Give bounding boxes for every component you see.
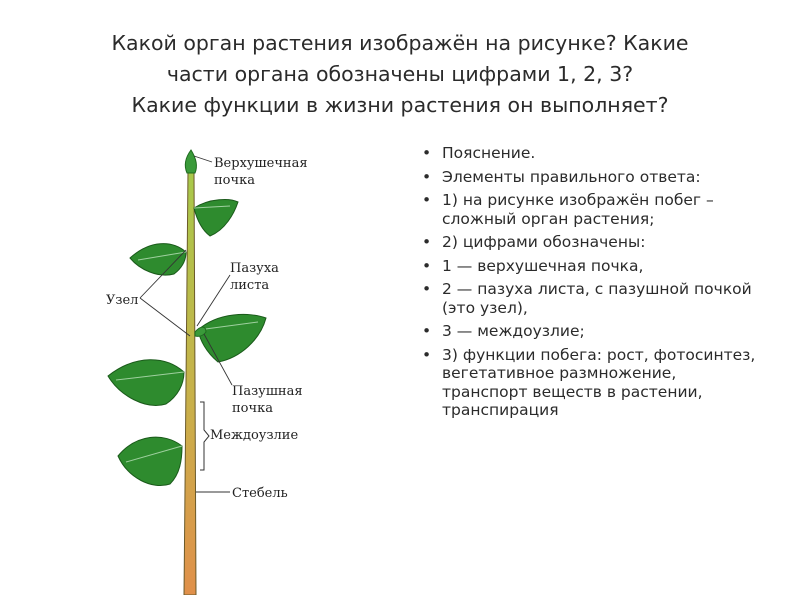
answer-list (418, 144, 763, 425)
internode-bracket (200, 402, 209, 470)
bullet-item: • Элементы правильного ответа: (418, 168, 763, 187)
bullet-item: • 3) функции побега: рост, фотосинтез, вегетативное размножение, транспорт веществ в растении, транспирация (418, 346, 763, 420)
title-line-2: части органа обозначены цифрами 1, 2, 3? (166, 62, 634, 86)
bullet-item: • 2 — пазуха листа, с пазушной почкой (это узел), (418, 280, 763, 317)
pointer-node-2 (140, 298, 190, 336)
bullet-item: • 1) на рисунке изображён побег – сложный орган растения; (418, 191, 763, 228)
bullet-item: • 1 — верхушечная почка, (418, 257, 763, 276)
leaf-upper-right (194, 200, 238, 236)
title-line-3: Какие функции в жизни растения он выполняет? (131, 93, 669, 117)
label-apical-bud-2: почка (214, 173, 255, 188)
bullet-item: • Пояснение. (418, 144, 763, 163)
title-line-1: Какой орган растения изображён на рисунке? Какие (111, 31, 689, 55)
label-axillary-bud-2: почка (232, 401, 273, 416)
label-stem: Стебель (232, 486, 288, 501)
bullet-item: • 3 — междоузлие; (418, 322, 763, 341)
label-internode: Междоузлие (210, 428, 299, 443)
label-node: Узел (106, 293, 139, 308)
question-title (40, 28, 760, 121)
leaf-middle-left (108, 360, 184, 406)
shoot-diagram (100, 140, 360, 595)
label-leaf-axil-2: листа (230, 278, 270, 293)
pointer-apical-bud (194, 156, 212, 162)
label-leaf-axil-1: Пазуха (230, 261, 279, 276)
apical-bud (185, 150, 196, 173)
bullet-item: • 2) цифрами обозначены: (418, 233, 763, 252)
label-axillary-bud-1: Пазушная (232, 384, 303, 399)
label-apical-bud-1: Верхушечная (214, 156, 308, 171)
stem (184, 170, 196, 595)
leaf-middle-right (198, 314, 266, 362)
leaf-lower-left (118, 437, 182, 485)
